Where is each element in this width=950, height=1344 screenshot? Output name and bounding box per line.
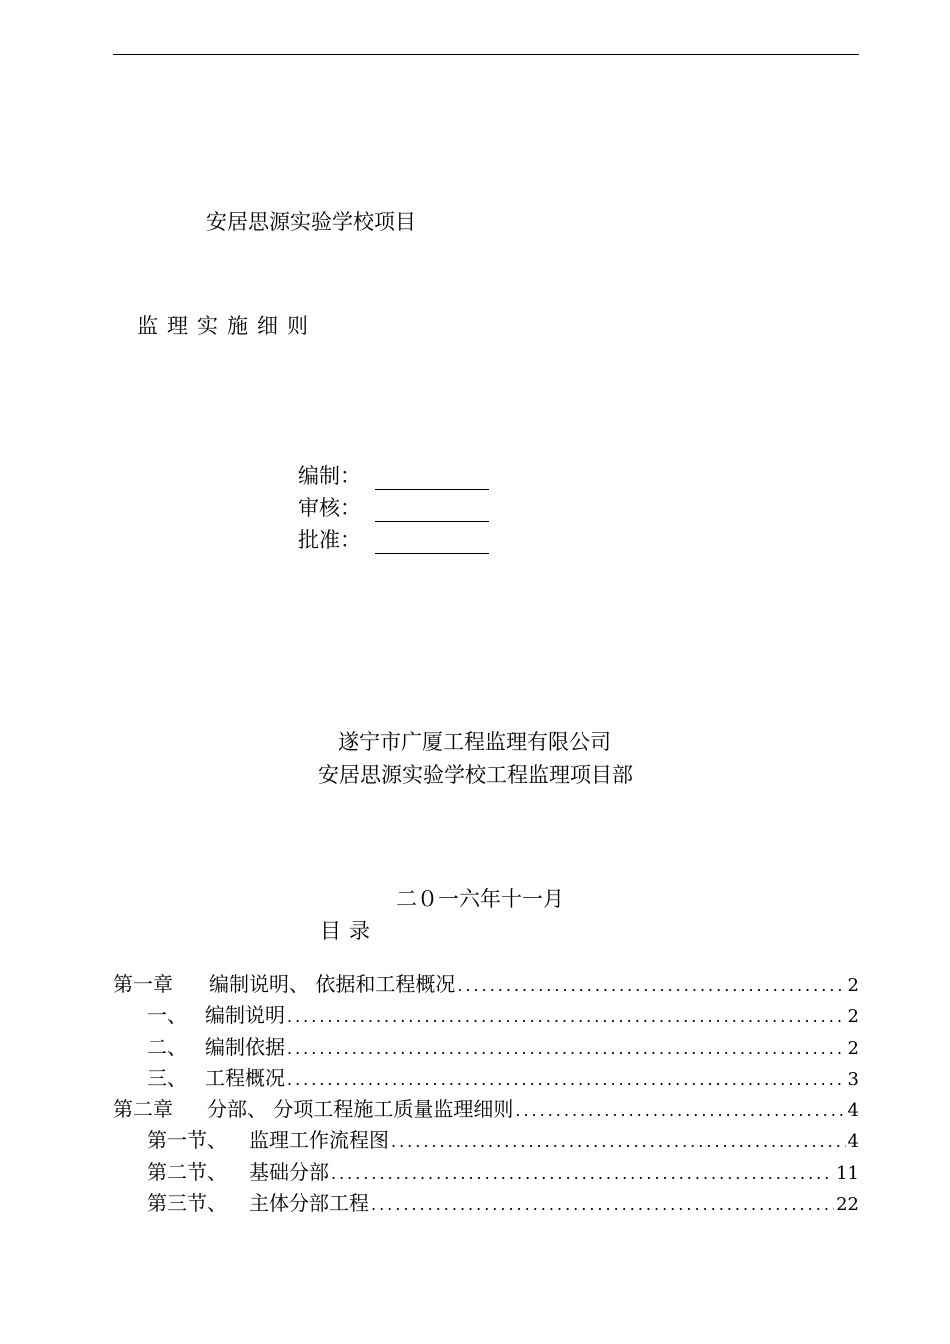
toc-entry-page: 3 (847, 1068, 859, 1090)
toc-leader-dots (457, 976, 845, 995)
toc-entry-number: 一、 (147, 1003, 187, 1028)
toc-entry[interactable] (113, 1093, 859, 1124)
toc-entry-title: 编制依据 (205, 1034, 285, 1059)
project-department: 安居思源实验学校工程监理项目部 (318, 763, 633, 787)
table-of-contents (113, 968, 859, 1218)
sign-field-review (298, 492, 489, 522)
toc-leader-dots (287, 1039, 846, 1058)
sign-field-label: 审核： (298, 496, 361, 520)
toc-leader-dots (287, 1007, 846, 1026)
toc-entry-number: 第三节、 (147, 1191, 227, 1216)
sign-field-label: 编制： (298, 464, 361, 488)
toc-entry-page: 11 (836, 1162, 859, 1184)
toc-entry-number: 三、 (147, 1065, 187, 1090)
toc-entry-number: 二、 (147, 1034, 187, 1059)
toc-entry-title: 编制说明、 依据和工程概况 (209, 972, 456, 996)
toc-entry-number: 第二节、 (147, 1159, 227, 1184)
toc-leader-dots (515, 1101, 845, 1120)
toc-heading: 目录 (320, 919, 378, 943)
toc-entry-page: 4 (847, 1100, 859, 1122)
toc-entry-page: 2 (847, 1037, 859, 1059)
toc-entry-title: 分部、 分项工程施工质量监理细则 (207, 1097, 514, 1122)
sign-field-blank (375, 469, 489, 490)
toc-entry-page: 22 (836, 1194, 859, 1216)
toc-entry-title: 编制说明 (205, 1003, 285, 1028)
header-rule (113, 54, 859, 55)
sign-field-compile (298, 460, 489, 490)
sign-field-blank (375, 501, 489, 522)
toc-leader-dots (391, 1132, 846, 1151)
document-title: 监理实施细则 (137, 314, 317, 338)
toc-entry-title: 基础分部 (249, 1159, 329, 1184)
toc-leader-dots (371, 1195, 834, 1214)
toc-entry-number: 第二章 (113, 1097, 173, 1122)
toc-leader-dots (287, 1070, 846, 1089)
toc-entry[interactable] (113, 1124, 859, 1155)
project-name: 安居思源实验学校项目 (206, 210, 416, 234)
toc-entry[interactable] (113, 999, 859, 1030)
toc-entry-title: 工程概况 (205, 1065, 285, 1090)
sign-field-approve (298, 524, 489, 554)
company-name: 遂宁市广厦工程监理有限公司 (338, 730, 611, 754)
document-date: 二０一六年十一月 (396, 887, 564, 911)
sign-field-blank (375, 533, 489, 554)
toc-entry-title: 监理工作流程图 (249, 1128, 389, 1153)
toc-entry[interactable] (113, 1031, 859, 1062)
toc-entry[interactable] (113, 1156, 859, 1187)
toc-entry-page: 2 (847, 975, 859, 996)
toc-entry-page: 4 (847, 1131, 859, 1153)
toc-entry[interactable] (113, 1187, 859, 1218)
toc-entry-number: 第一节、 (147, 1128, 227, 1153)
toc-entry-page: 2 (847, 1006, 859, 1028)
toc-entry-title: 主体分部工程 (249, 1191, 369, 1216)
toc-entry[interactable] (113, 1062, 859, 1093)
sign-field-label: 批准： (298, 528, 361, 552)
toc-entry[interactable] (113, 968, 859, 999)
toc-entry-number: 第一章 (113, 972, 173, 996)
toc-leader-dots (331, 1164, 834, 1183)
